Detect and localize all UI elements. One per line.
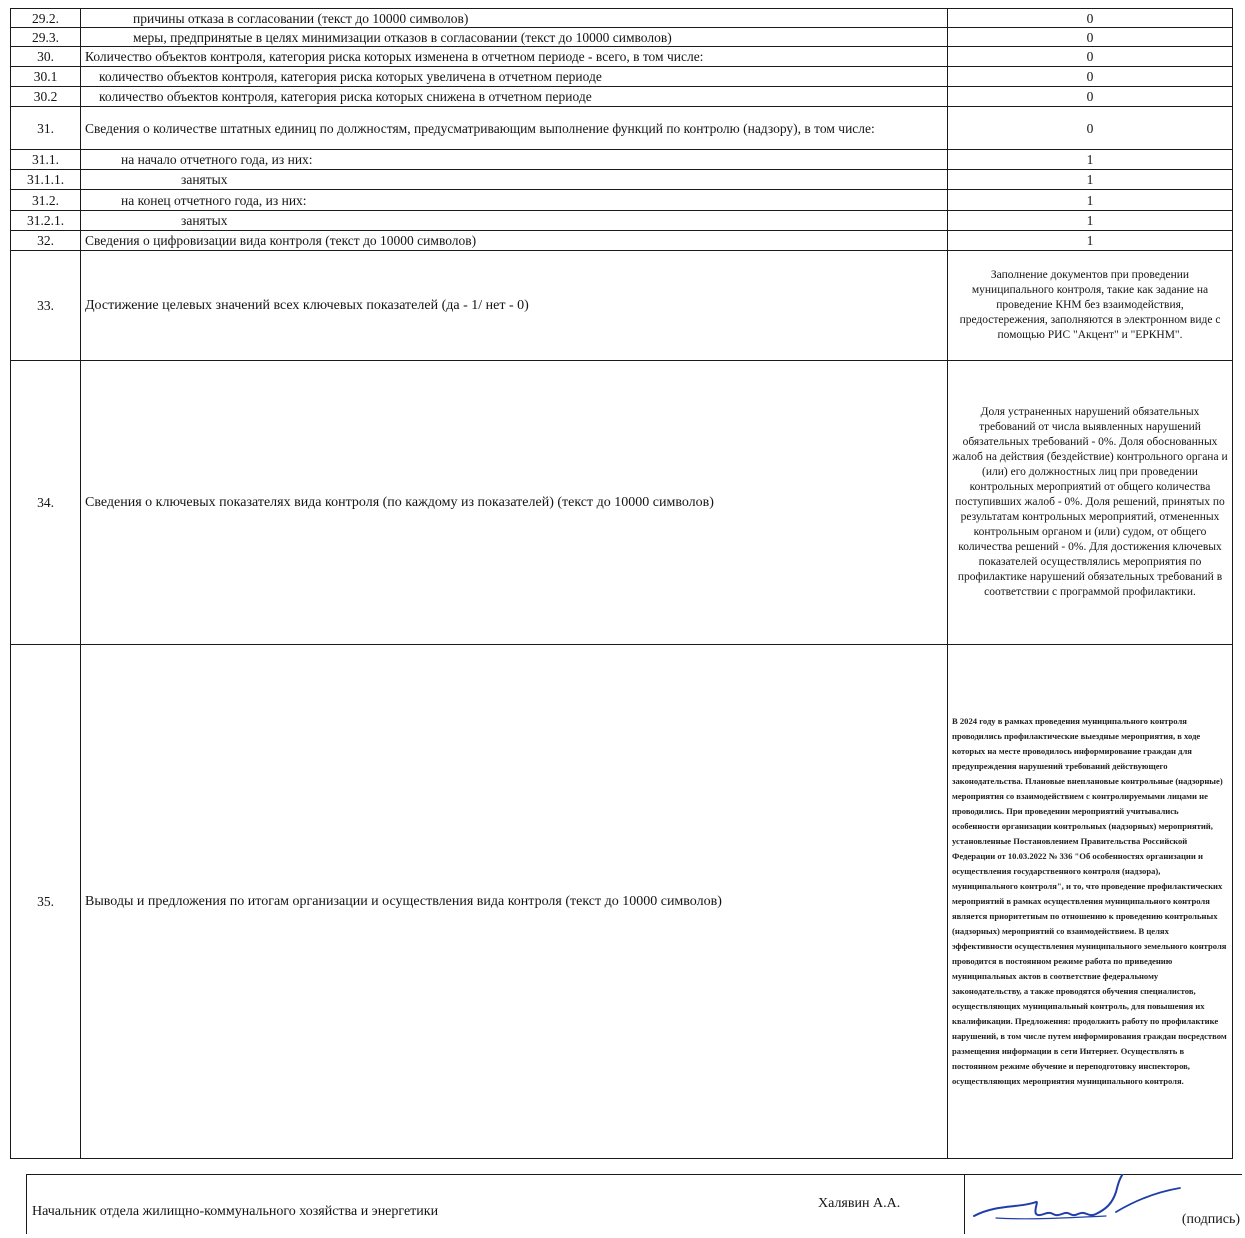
row-value: 0 — [948, 87, 1233, 107]
row-number: 31.1. — [11, 150, 81, 170]
table-row — [11, 251, 1233, 361]
table-row — [11, 170, 1233, 190]
row-number: 31.2.1. — [11, 211, 81, 231]
row-label: меры, предпринятые в целях минимизации отказов в согласовании (текст до 10000 символов) — [81, 28, 948, 47]
divider — [26, 1174, 27, 1234]
row-number: 30. — [11, 47, 81, 67]
row-number: 30.2 — [11, 87, 81, 107]
row-number: 32. — [11, 231, 81, 251]
row-value: 0 — [948, 9, 1233, 28]
row-value: В 2024 году в рамках проведения муниципального контроля проводились профилактические выездные мероприятия, в ходе которых на месте проводилось информирование граждан для предупреждения нарушений требований действующего законодательства. Плановые внеплановые контрольные (надзорные) мероприятия со взаимодействием с контролируемыми лицами не проводились. При проведении мероприятий учитывались особенности организации контрольных (надзорных) мероприятий, установленные Постановлением Правительства Российской Федерации от 10.03.2022 № 336 "Об особенностях организации и осуществления государственного контроля (надзора), муниципального контроля", и то, что проведение профилактических мероприятий в рамках осуществления муниципального контроля является приоритетным по отношению к проведению контрольных (надзорных) мероприятий со взаимодействием. В целях эффективности осуществления муниципального земельного контроля проводится в постоянном режиме работа по приведению муниципальных актов в соответствие федеральному законодательству, а также проводятся обучения специалистов, осуществляющих муниципальный контроль, для повышения их квалификации. Предложения: продолжить работу по профилактике нарушений, в том числе путем информирования граждан посредством размещения информации в сети Интернет. Осуществлять в постоянном режиме обучение и переподготовку инспекторов, осуществляющих мероприятия муниципального контроля. — [948, 645, 1233, 1159]
report-table — [10, 8, 1233, 1159]
row-label: причины отказа в согласовании (текст до 10000 символов) — [81, 9, 948, 28]
row-number: 31.1.1. — [11, 170, 81, 190]
row-label: Выводы и предложения по итогам организации и осуществления вида контроля (текст до 10000 символов) — [81, 645, 948, 1159]
row-label: занятых — [81, 211, 948, 231]
row-value: 0 — [948, 28, 1233, 47]
table-row — [11, 47, 1233, 67]
row-number: 35. — [11, 645, 81, 1159]
row-value: Доля устраненных нарушений обязательных требований от числа выявленных нарушений обязательных требований - 0%. Доля обоснованных жалоб на действия (бездействие) контрольного органа и (или) его должностных лиц при проведении контрольных мероприятий от общего количества поступивших жалоб - 0%. Доля решений, принятых по результатам контрольных мероприятий, отмененных контрольным органом и (или) судом, от общего количества решений - 0%. Для достижения ключевых показателей осуществлялись мероприятия по профилактике нарушений обязательных требований в соответствии с программой профилактики. — [948, 361, 1233, 645]
table-row — [11, 28, 1233, 47]
table-row — [11, 67, 1233, 87]
row-value: 0 — [948, 47, 1233, 67]
row-value: 0 — [948, 67, 1233, 87]
table-row — [11, 190, 1233, 211]
row-number: 33. — [11, 251, 81, 361]
table-row — [11, 211, 1233, 231]
row-number: 29.3. — [11, 28, 81, 47]
row-value: 1 — [948, 150, 1233, 170]
table-row — [11, 87, 1233, 107]
row-label: Сведения о количестве штатных единиц по должностям, предусматривающим выполнение функций по контролю (надзору), в том числе: — [81, 107, 948, 150]
row-label: на конец отчетного года, из них: — [81, 190, 948, 211]
signature-caption: (подпись) — [1181, 1212, 1240, 1227]
signature-block — [26, 1174, 1242, 1234]
row-label: Достижение целевых значений всех ключевых показателей (да - 1/ нет - 0) — [81, 251, 948, 361]
table-row — [11, 107, 1233, 150]
row-number: 31. — [11, 107, 81, 150]
official-name: Халявин А.А. — [818, 1196, 901, 1211]
row-label: на начало отчетного года, из них: — [81, 150, 948, 170]
row-label: Сведения о цифровизации вида контроля (текст до 10000 символов) — [81, 231, 948, 251]
row-number: 31.2. — [11, 190, 81, 211]
table-row — [11, 231, 1233, 251]
row-label: занятых — [81, 170, 948, 190]
handwritten-signature — [966, 1174, 1196, 1234]
table-row — [11, 645, 1233, 1159]
official-position: Начальник отдела жилищно-коммунального хозяйства и энергетики — [32, 1204, 439, 1219]
divider — [964, 1174, 965, 1234]
table-row — [11, 361, 1233, 645]
row-value: 1 — [948, 211, 1233, 231]
row-value: Заполнение документов при проведении муниципального контроля, такие как задание на проведение КНМ без взаимодействия, предостережения, заполняются в электронном виде с помощью РИС "Акцент" и "ЕРКНМ". — [948, 251, 1233, 361]
row-value: 0 — [948, 107, 1233, 150]
row-value: 1 — [948, 231, 1233, 251]
table-row — [11, 150, 1233, 170]
row-label: количество объектов контроля, категория риска которых снижена в отчетном периоде — [81, 87, 948, 107]
row-value: 1 — [948, 190, 1233, 211]
row-number: 30.1 — [11, 67, 81, 87]
row-label: количество объектов контроля, категория риска которых увеличена в отчетном периоде — [81, 67, 948, 87]
row-number: 29.2. — [11, 9, 81, 28]
row-number: 34. — [11, 361, 81, 645]
row-label: Количество объектов контроля, категория риска которых изменена в отчетном периоде - всего, в том числе: — [81, 47, 948, 67]
row-value: 1 — [948, 170, 1233, 190]
table-row — [11, 9, 1233, 28]
row-label: Сведения о ключевых показателях вида контроля (по каждому из показателей) (текст до 10000 символов) — [81, 361, 948, 645]
